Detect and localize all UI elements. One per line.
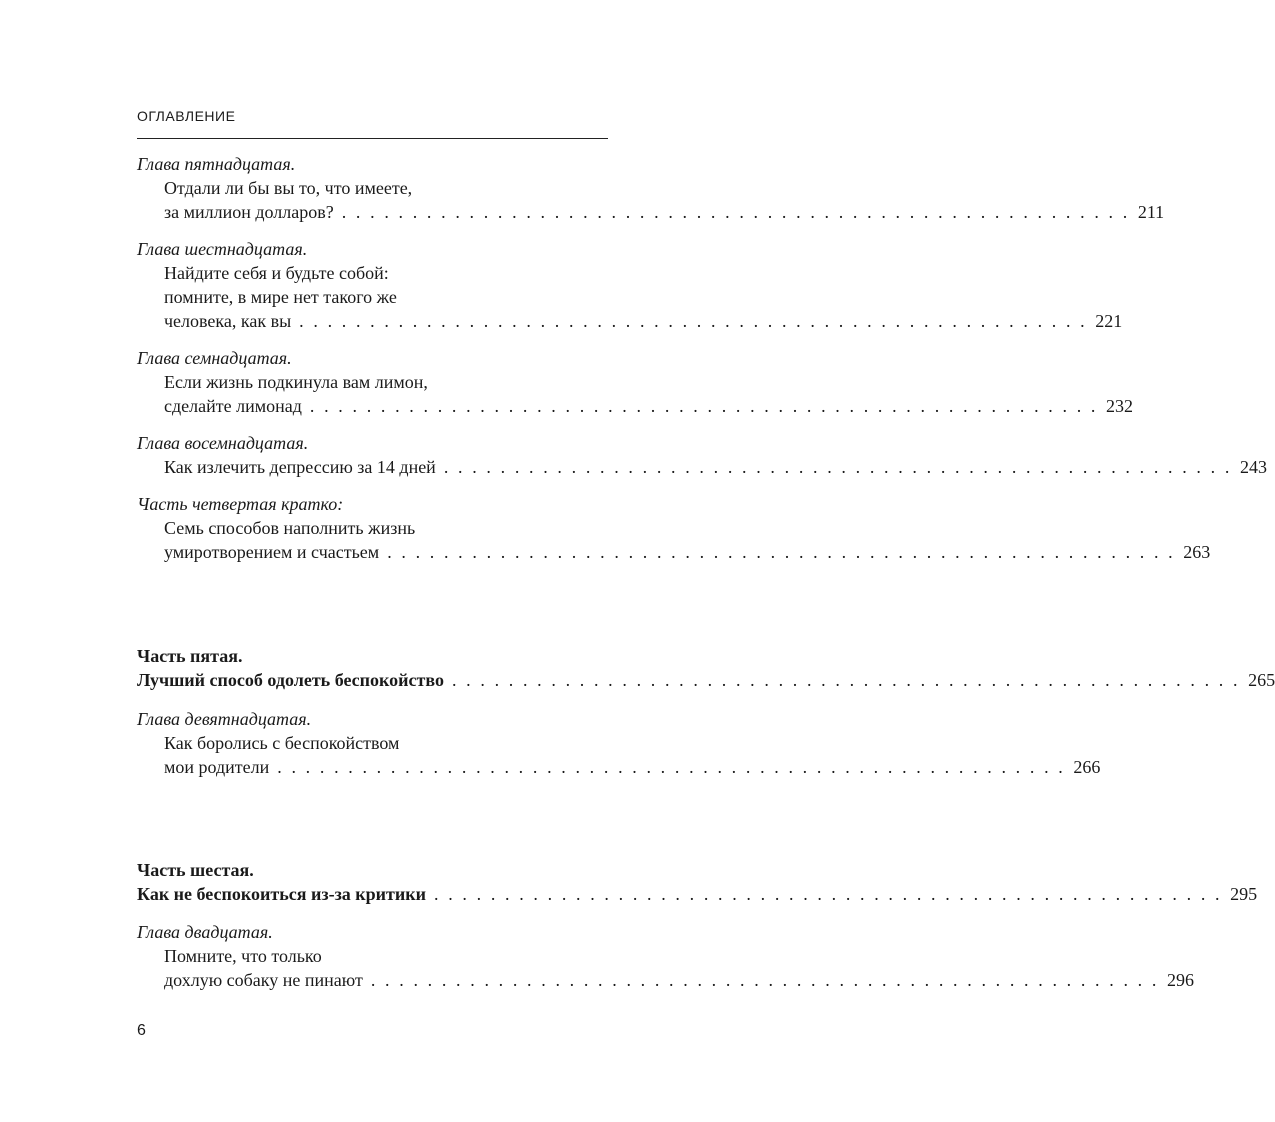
part-label: Часть шестая. (137, 860, 254, 880)
dot-leader: . . . . . . . . . . . . . . . . . . . . . . . . . . . . . . . . . . . . . . . . . . . . . . . . . . . . . . . . (341, 202, 1130, 222)
chapter-label: Часть четвертая кратко: (137, 494, 344, 514)
chapter-title-line: сделайте лимонад (164, 396, 302, 416)
dot-leader: . . . . . . . . . . . . . . . . . . . . . . . . . . . . . . . . . . . . . . . . . . . . . . . . . . . . . . . . (434, 884, 1223, 904)
toc-entry-row[interactable] (164, 540, 1211, 564)
running-head: ОГЛАВЛЕНИЕ (137, 108, 236, 124)
chapter-title-line: Семь способов наполнить жизнь (164, 518, 416, 538)
toc-entry-row[interactable] (137, 882, 1258, 906)
part-title: Как не беспокоиться из-за критики (137, 884, 427, 904)
chapter-title-line: дохлую собаку не пинают (164, 970, 363, 990)
header-rule (137, 138, 608, 139)
chapter-title-line: помните, в мире нет такого же (164, 287, 397, 307)
dot-leader: . . . . . . . . . . . . . . . . . . . . . . . . . . . . . . . . . . . . . . . . . . . . . . . . . . . . . . . . (387, 542, 1176, 562)
chapter-label: Глава пятнадцатая. (137, 154, 296, 174)
chapter-label: Глава шестнадцатая. (137, 239, 308, 259)
dot-leader: . . . . . . . . . . . . . . . . . . . . . . . . . . . . . . . . . . . . . . . . . . . . . . . . . . . . . . . . (299, 311, 1088, 331)
dot-leader: . . . . . . . . . . . . . . . . . . . . . . . . . . . . . . . . . . . . . . . . . . . . . . . . . . . . . . . . (309, 396, 1098, 416)
toc-entry-row[interactable] (137, 668, 1275, 692)
toc-entry-row[interactable] (164, 968, 1194, 992)
page-number: 263 (1183, 542, 1211, 562)
chapter-label: Глава девятнадцатая. (137, 709, 312, 729)
dot-leader: . . . . . . . . . . . . . . . . . . . . . . . . . . . . . . . . . . . . . . . . . . . . . . . . . . . . . . . . (370, 970, 1159, 990)
page-number: 265 (1248, 670, 1275, 690)
page-number: 295 (1230, 884, 1258, 904)
part-title: Лучший способ одолеть беспокойство (137, 670, 444, 690)
toc-entry-row[interactable] (164, 455, 1267, 479)
chapter-title-line: Помните, что только (164, 946, 322, 966)
chapter-label: Глава восемнадцатая. (137, 433, 309, 453)
toc-entry-row[interactable] (164, 309, 1123, 333)
toc-entry-row[interactable] (164, 200, 1165, 224)
chapter-title-line: Отдали ли бы вы то, что имеете, (164, 178, 413, 198)
page-number: 243 (1239, 457, 1267, 477)
page-number-footer: 6 (137, 1022, 146, 1039)
page-number: 232 (1106, 396, 1133, 416)
chapter-title-line: Найдите себя и будьте собой: (164, 263, 389, 283)
chapter-title-line: умиротворением и счастьем (164, 542, 380, 562)
dot-leader: . . . . . . . . . . . . . . . . . . . . . . . . . . . . . . . . . . . . . . . . . . . . . . . . . . . . . . . . (443, 457, 1232, 477)
chapter-title-line: мои родители (164, 757, 270, 777)
toc-entry-row[interactable] (164, 394, 1133, 418)
chapter-title-line: Как боролись с беспокойством (164, 733, 400, 753)
chapter-label: Глава двадцатая. (137, 922, 273, 942)
dot-leader: . . . . . . . . . . . . . . . . . . . . . . . . . . . . . . . . . . . . . . . . . . . . . . . . . . . . . . . . (451, 670, 1241, 690)
part-label: Часть пятая. (137, 646, 243, 666)
page-number: 266 (1073, 757, 1101, 777)
page-number: 211 (1137, 202, 1165, 222)
chapter-title-line: за миллион долларов? (164, 202, 334, 222)
chapter-title-line: Если жизнь подкинула вам лимон, (164, 372, 428, 392)
chapter-title-line: Как излечить депрессию за 14 дней (164, 457, 436, 477)
page-number: 296 (1166, 970, 1194, 990)
dot-leader: . . . . . . . . . . . . . . . . . . . . . . . . . . . . . . . . . . . . . . . . . . . . . . . . . . . . . . . . (277, 757, 1066, 777)
chapter-label: Глава семнадцатая. (137, 348, 292, 368)
chapter-title-line: человека, как вы (164, 311, 292, 331)
page-number: 221 (1095, 311, 1123, 331)
toc-entry-row[interactable] (164, 755, 1101, 779)
